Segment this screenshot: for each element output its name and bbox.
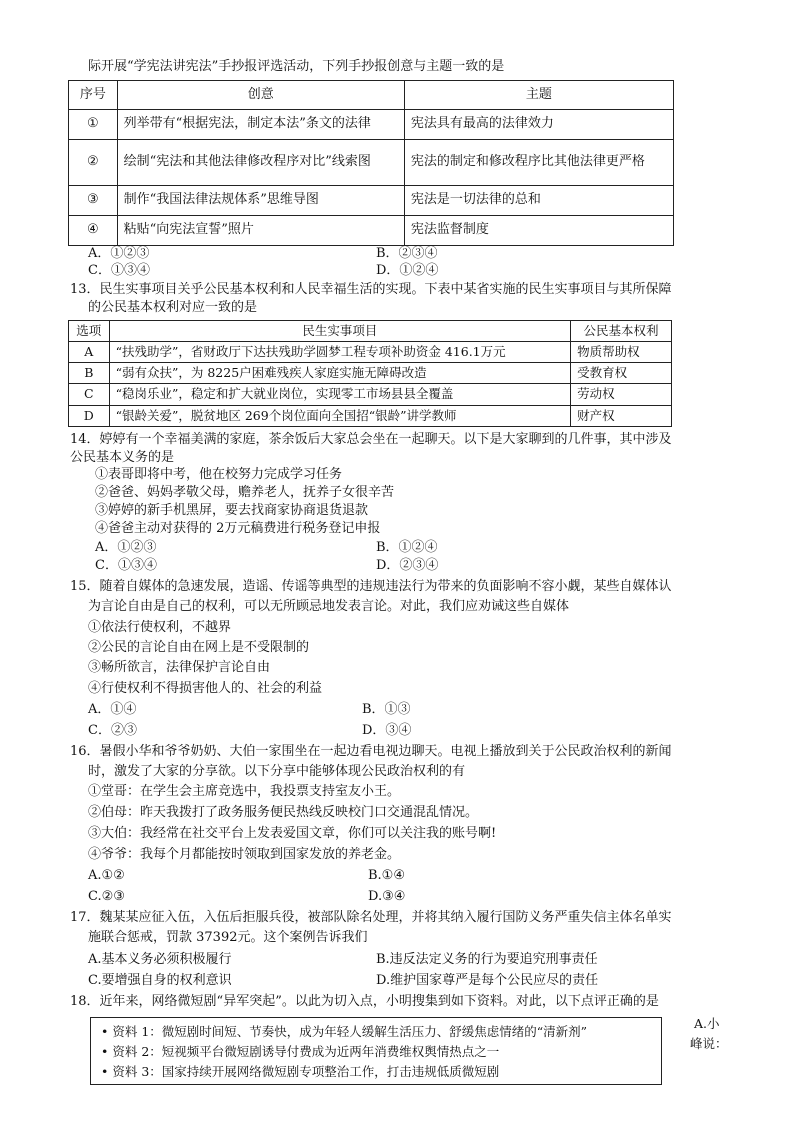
option-c[interactable]: C.要增强自身的权利意识 [88,973,232,988]
table-header-row [69,81,674,110]
option-b[interactable]: B.违反法定义务的行为要追究刑事责任 [376,952,598,967]
table-row [69,186,674,216]
q15-item: ④行使权利不得损害他人的、社会的利益 [88,681,323,696]
q12-stem: 际开展“学宪法讲宪法”手抄报评选活动，下列手抄报创意与主题一致的是 [88,59,505,74]
q16-stem-cont: 时，激发了大家的分享欲。以下分享中能够体现公民政治权利的有 [88,764,466,779]
option-b[interactable]: B．①②④ [376,540,438,555]
table-row [69,342,672,363]
table-cell: “银龄关爱”，脱贫地区 269个岗位面向全国招“银龄”讲学教师 [109,405,571,426]
q16-item: ②伯母：昨天我拨打了政务服务便民热线反映校门口交通混乱情况。 [88,805,479,820]
q15-stem-cont: 为言论自由是自己的权利，可以无所顾忌地发表言论。对此，我们应劝诫这些自媒体 [88,599,570,614]
q16-item: ③大伯：我经常在社交平台上发表爱国文章，你们可以关注我的账号啊! [88,826,497,841]
table-cell: 财产权 [571,405,672,426]
q17-stem: 17．魏某某应征入伍，入伍后拒服兵役，被部队除名处理，并将其纳入履行国防义务严重失信主体名单实 [70,910,672,925]
option-c[interactable]: C．①③④ [88,263,150,278]
q16-item: ④爷爷：我每个月都能按时领取到国家发放的养老金。 [88,847,401,862]
option-d[interactable]: D．②③④ [376,558,439,573]
table-cell: 宪法的制定和修改程序比其他法律更严格 [404,140,673,186]
table-cell: 粘贴“向宪法宣誓”照片 [117,216,404,246]
q18-stem: 18．近年来，网络微短剧“异军突起”。以此为切入点，小明搜集到如下资料。对此，以下点评正确的是 [70,994,659,1009]
q12-table [68,80,674,246]
table-cell: “扶残助学”，省财政厅下达扶残助学圆梦工程专项补助资金 416.1万元 [109,342,571,363]
material-item: • 资料 1：微短剧时间短、节奏快，成为年轻人缓解生活压力、舒缓焦虑情绪的“清新剂” [101,1024,588,1039]
q13-table [68,320,672,427]
option-d[interactable]: D.③④ [368,889,406,904]
option-b[interactable]: B．①③ [362,702,411,717]
option-c[interactable]: C．②③ [88,723,137,738]
table-cell: 制作“我国法律法规体系”思维导图 [117,186,404,216]
table-cell: 劳动权 [571,384,672,405]
material-item: • 资料 3：国家持续开展网络微短剧专项整治工作，打击违规低质微短剧 [101,1064,500,1079]
header-cell: 民生实事项目 [109,321,571,342]
q14-item: ③婷婷的新手机黑屏，要去找商家协商退货退款 [95,503,369,518]
table-cell: ① [69,110,118,140]
option-c[interactable]: C．①③④ [95,558,157,573]
option-d[interactable]: D.维护国家尊严是每个公民应尽的责任 [376,973,599,988]
table-cell: “弱有众扶”，为 8225户困难残疾人家庭实施无障碍改造 [109,363,571,384]
table-cell: 受教育权 [571,363,672,384]
table-cell: ② [69,140,118,186]
table-row [69,216,674,246]
header-cell: 选项 [69,321,110,342]
q14-stem: 14．婷婷有一个幸福美满的家庭，茶余饭后大家总会坐在一起聊天。以下是大家聊到的几件事，其中涉及 [70,432,672,447]
table-row [69,384,672,405]
option-a[interactable]: A.基本义务必须积极履行 [88,952,232,967]
table-cell: ④ [69,216,118,246]
q18-option-a-start[interactable] [690,1014,730,1054]
table-row [69,140,674,186]
q14-stem-cont: 公民基本义务的是 [70,450,175,465]
q14-item: ②爸爸、妈妈孝敬父母，赡养老人，抚养子女很辛苦 [95,485,395,500]
table-row [69,405,672,426]
table-cell: 宪法具有最高的法律效力 [404,110,673,140]
option-b[interactable]: B.①④ [368,868,405,883]
q18-side-line: 峰说： [690,1036,728,1051]
option-a[interactable]: A．①②③ [95,540,157,555]
material-item: • 资料 2：短视频平台微短剧诱导付费成为近两年消费维权舆情热点之一 [101,1044,500,1059]
table-cell: B [69,363,110,384]
header-cell: 公民基本权利 [571,321,672,342]
option-b[interactable]: B．②③④ [376,246,438,261]
table-header-row [69,321,672,342]
q17-stem-cont: 施联合惩戒，罚款 37392元。这个案例告诉我们 [88,930,368,945]
q15-item: ③畅所欲言，法律保护言论自由 [88,660,271,675]
header-cell: 创意 [117,81,404,110]
q15-item: ②公民的言论自由在网上是不受限制的 [88,640,310,655]
table-cell: C [69,384,110,405]
table-cell: D [69,405,110,426]
table-cell: “稳岗乐业”，稳定和扩大就业岗位，实现零工市场县县全覆盖 [109,384,571,405]
option-a[interactable]: A．①④ [88,702,137,717]
option-d[interactable]: D．①②④ [376,263,439,278]
header-cell: 序号 [69,81,118,110]
table-cell: 物质帮助权 [571,342,672,363]
q14-item: ①表哥即将中考，他在校努力完成学习任务 [95,467,343,482]
q14-item: ④爸爸主动对获得的 2万元稿费进行税务登记申报 [95,521,381,536]
table-cell: A [69,342,110,363]
option-d[interactable]: D．③④ [362,723,412,738]
option-c[interactable]: C.②③ [88,889,125,904]
q13-stem: 13．民生实事项目关乎公民基本权利和人民幸福生活的实现。下表中某省实施的民生实事项目与其所保障 [70,282,672,297]
option-a[interactable]: A．①②③ [88,246,150,261]
table-cell: ③ [69,186,118,216]
q18-side-line: A.小 [694,1016,720,1031]
table-cell: 绘制“宪法和其他法律修改程序对比”线索图 [117,140,404,186]
table-cell: 列举带有“根据宪法，制定本法”条文的法律 [117,110,404,140]
table-row [69,110,674,140]
q18-materials-box [90,1017,662,1085]
table-cell: 宪法监督制度 [404,216,673,246]
q15-stem: 15．随着自媒体的急速发展，造谣、传谣等典型的违规违法行为带来的负面影响不容小觑，某些自媒体认 [70,579,672,594]
q16-item: ①堂哥：在学生会主席竞选中，我投票支持室友小王。 [88,784,401,799]
table-cell: 宪法是一切法律的总和 [404,186,673,216]
q16-stem: 16．暑假小华和爷爷奶奶、大伯一家围坐在一起边看电视边聊天。电视上播放到关于公民政治权利的新闻 [70,744,672,759]
q15-item: ①依法行使权利，不越界 [88,620,232,635]
table-row [69,363,672,384]
option-a[interactable]: A.①② [88,868,125,883]
q13-stem-cont: 的公民基本权利对应一致的是 [88,300,258,315]
header-cell: 主题 [404,81,673,110]
